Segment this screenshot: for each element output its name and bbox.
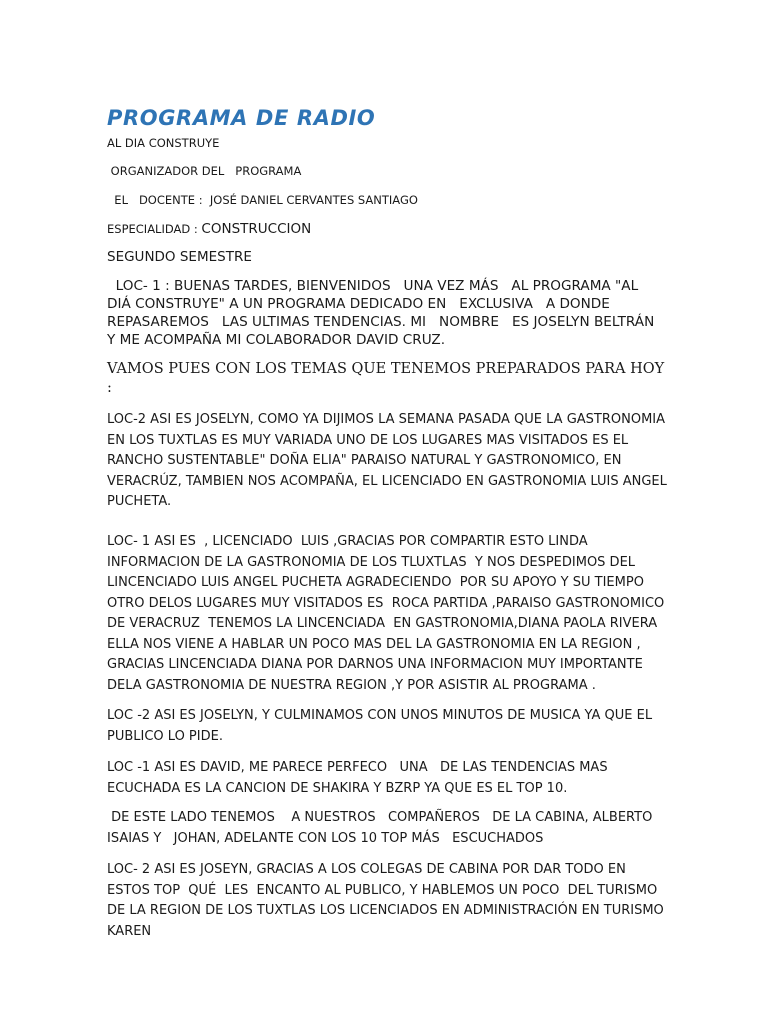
organizer-label: ORGANIZADOR DEL PROGRAMA [107,164,302,178]
semester-line: SEGUNDO SEMESTRE [107,249,252,265]
paragraph-cabin-colleagues: DE ESTE LADO TENEMOS A NUESTROS COMPAÑEROS DE LA CABINA, ALBERTO ISAIAS Y JOHAN, ADELANTE CON LOS 10 TOP MÁS ESCUCHADOS [107,810,657,846]
intro-paragraph: LOC- 1 : BUENAS TARDES, BIENVENIDOS UNA VEZ MÁS AL PROGRAMA "AL DIÁ CONSTRUYE" A UN PROGRAMA DEDICADO EN EXCLUSIVA A DONDE REPASAREMOS LAS ULTIMAS TENDENCIAS. MI NOMBRE ES JOSELYN BELTRÁN Y ME ACOMPAÑA MI COLABORADOR DAVID CRUZ. [107,278,668,348]
paragraph-loc2-tourism: LOC- 2 ASI ES JOSEYN, GRACIAS A LOS COLEGAS DE CABINA POR DAR TODO EN ESTOS TOP QUÉ LES ENCANTO AL PUBLICO, Y HABLEMOS UN POCO DEL TURISMO DE LA REGION DE LOS TUXTLAS LOS LICENCIADOS EN ADMINISTRACIÓN EN TURISMO KAREN [107,862,668,939]
teacher-line: EL DOCENTE : JOSÉ DANIEL CERVANTES SANTIAGO [107,193,418,207]
document-title: PROGRAMA DE RADIO [107,106,376,130]
paragraph-loc2-music: LOC -2 ASI ES JOSELYN, Y CULMINAMOS CON UNOS MINUTOS DE MUSICA YA QUE EL PUBLICO LO PIDE. [107,708,653,744]
paragraph-loc2-gastronomy: LOC-2 ASI ES JOSELYN, COMO YA DIJIMOS LA SEMANA PASADA QUE LA GASTRONOMIA EN LOS TUXTLAS ES MUY VARIADA UNO DE LOS LUGARES MAS VISITADOS ES EL RANCHO SUSTENTABLE" DOÑA ELIA" PARAISO NATURAL Y GASTRONOMICO, EN VERACRÚZ, TAMBIEN NOS ACOMPAÑA, EL LICENCIADO EN GASTRONOMIA LUIS ANGEL PUCHETA. [107,412,667,509]
specialty-label: ESPECIALIDAD : [107,222,202,236]
topics-heading: VAMOS PUES CON LOS TEMAS QUE TENEMOS PREPARADOS PARA HOY : [107,361,665,396]
program-name: AL DIA CONSTRUYE [107,136,220,150]
specialty-value: CONSTRUCCION [201,221,312,237]
specialty-line [107,221,311,237]
paragraph-loc1-roca-partida: LOC- 1 ASI ES , LICENCIADO LUIS ,GRACIAS POR COMPARTIR ESTO LINDA INFORMACION DE LA GASTRONOMIA DE LOS TLUXTLAS Y NOS DESPEDIMOS DEL LINCENCIADO LUIS ANGEL PUCHETA AGRADECIENDO POR SU APOYO Y SU TIEMPO OTRO DELOS LUGARES MUY VISITADOS ES ROCA PARTIDA ,PARAISO GASTRONOMICO DE VERACRUZ TENEMOS LA LINCENCIADA EN GASTRONOMIA,DIANA PAOLA RIVERA ELLA NOS VIENE A HABLAR UN POCO MAS DEL LA GASTRONOMIA EN LA REGION , GRACIAS LINCENCIADA DIANA POR DARNOS UNA INFORMACION MUY IMPORTANTE DELA GASTRONOMIA DE NUESTRA REGION ,Y POR ASISTIR AL PROGRAMA . [107,534,670,693]
paragraph-loc1-top10: LOC -1 ASI ES DAVID, ME PARECE PERFECO UNA DE LAS TENDENCIAS MAS ECUCHADA ES LA CANCION DE SHAKIRA Y BZRP YA QUE ES EL TOP 10. [107,760,612,796]
